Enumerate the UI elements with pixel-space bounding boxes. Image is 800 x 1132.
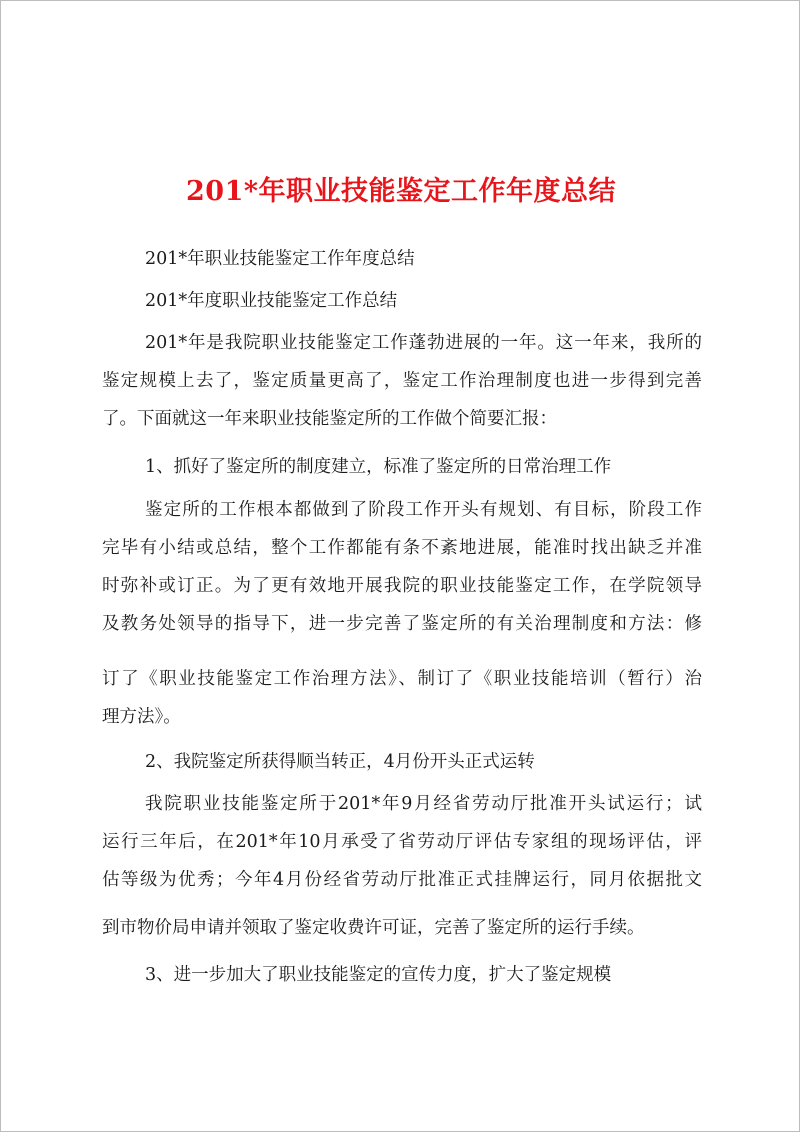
document-title: 201*年职业技能鉴定工作年度总结 [186, 176, 616, 207]
paragraph-line: 订了《职业技能鉴定工作治理方法》、制订了《职业技能培训（暂行）治 [102, 669, 702, 689]
paragraph-line: 了。下面就这一年来职业技能鉴定所的工作做个简要汇报： [102, 409, 557, 429]
paragraph-line: 时弥补或订正。为了更有效地开展我院的职业技能鉴定工作，在学院领导 [102, 576, 702, 596]
paragraph-line: 201*年职业技能鉴定工作年度总结 [145, 249, 415, 269]
paragraph-line: 鉴定所的工作根本都做到了阶段工作开头有规划、有目标，阶段工作 [145, 500, 702, 520]
section-heading: 3、进一步加大了职业技能鉴定的宣传力度，扩大了鉴定规模 [145, 965, 612, 985]
paragraph-line: 到市物价局申请并领取了鉴定收费许可证，完善了鉴定所的运行手续。 [102, 918, 645, 938]
paragraph-line: 及教务处领导的指导下，进一步完善了鉴定所的有关治理制度和方法：修 [102, 614, 702, 634]
paragraph-line: 201*年是我院职业技能鉴定工作蓬勃进展的一年。这一年来，我所的 [145, 333, 702, 353]
paragraph-line: 完毕有小结或总结，整个工作都能有条不紊地进展，能准时找出缺乏并准 [102, 538, 702, 558]
section-heading: 1、抓好了鉴定所的制度建立，标准了鉴定所的日常治理工作 [145, 457, 612, 477]
section-heading: 2、我院鉴定所获得顺当转正，4月份开头正式运转 [145, 752, 535, 772]
paragraph-line: 理方法》。 [102, 707, 181, 727]
paragraph-line: 估等级为优秀；今年4月份经省劳动厅批准正式挂牌运行，同月依据批文 [102, 870, 702, 890]
paragraph-line: 我院职业技能鉴定所于201*年9月经省劳动厅批准开头试运行；试 [145, 794, 702, 814]
paragraph-line: 运行三年后，在201*年10月承受了省劳动厅评估专家组的现场评估，评 [102, 832, 702, 852]
paragraph-line: 鉴定规模上去了，鉴定质量更高了，鉴定工作治理制度也进一步得到完善 [102, 371, 702, 391]
paragraph-line: 201*年度职业技能鉴定工作总结 [145, 291, 398, 311]
